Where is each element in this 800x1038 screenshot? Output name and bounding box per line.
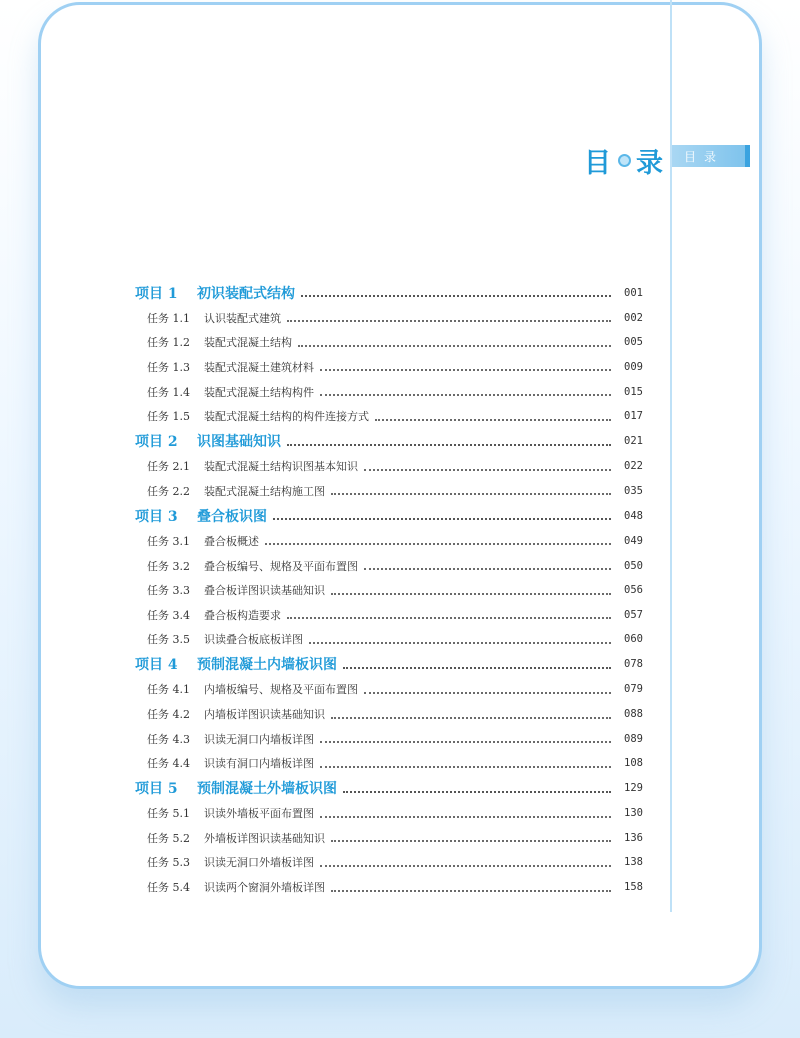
entry-page-number: 048 <box>624 509 643 522</box>
entry-page-number: 129 <box>624 782 643 795</box>
entry-number: 任务 1.3 <box>147 360 190 374</box>
entry-title: 识读叠合板底板详图 <box>204 633 303 647</box>
entry-page-number: 035 <box>624 484 643 497</box>
toc-heading-left: 目 <box>584 147 613 179</box>
entry-title: 识图基础知识 <box>197 434 281 451</box>
toc-task-entry[interactable] <box>135 801 643 826</box>
entry-title: 装配式混凝土结构施工图 <box>204 484 325 498</box>
dot-leader <box>331 839 611 842</box>
entry-title: 装配式混凝土建筑材料 <box>204 360 314 374</box>
entry-page-number: 009 <box>624 360 643 373</box>
entry-label <box>135 483 325 499</box>
toc-project-entry[interactable] <box>135 428 643 454</box>
dot-leader <box>320 740 611 743</box>
toc-task-entry[interactable] <box>135 826 643 851</box>
entry-page-number: 056 <box>624 584 643 597</box>
entry-label <box>135 731 314 747</box>
toc-task-entry[interactable] <box>135 454 643 479</box>
toc-task-entry[interactable] <box>135 404 643 429</box>
entry-number: 任务 1.2 <box>147 336 190 350</box>
toc-task-entry[interactable] <box>135 726 643 751</box>
entry-number: 任务 3.1 <box>147 534 190 548</box>
entry-page-number: 005 <box>624 336 643 349</box>
dot-leader <box>320 368 611 371</box>
toc-task-entry[interactable] <box>135 751 643 776</box>
dot-leader <box>273 517 611 520</box>
entry-title: 装配式混凝土结构 <box>204 336 292 350</box>
entry-page-number: 108 <box>624 757 643 770</box>
entry-label <box>135 879 325 895</box>
entry-number: 项目 1 <box>135 285 178 302</box>
entry-title: 预制混凝土内墙板识图 <box>197 657 337 674</box>
entry-title: 叠合板识图 <box>197 508 267 525</box>
toc-task-entry[interactable] <box>135 529 643 554</box>
entry-page-number: 088 <box>624 708 643 721</box>
dot-leader <box>364 691 611 694</box>
entry-number: 任务 2.2 <box>147 484 190 498</box>
entry-label <box>135 582 325 598</box>
entry-page-number: 001 <box>624 286 643 299</box>
heading-dot-icon <box>618 154 631 167</box>
entry-label <box>135 805 314 821</box>
entry-label <box>135 359 314 375</box>
dot-leader <box>265 542 611 545</box>
entry-title: 叠合板详图识读基础知识 <box>204 584 325 598</box>
dot-leader <box>298 344 611 347</box>
dot-leader <box>320 815 611 818</box>
toc-side-tab <box>672 145 750 167</box>
toc-task-entry[interactable] <box>135 355 643 380</box>
entry-number: 任务 3.5 <box>147 633 190 647</box>
entry-number: 项目 3 <box>135 508 178 525</box>
entry-number: 任务 1.1 <box>147 311 190 325</box>
entry-title: 内墙板详图识读基础知识 <box>204 708 325 722</box>
dot-leader <box>320 864 611 867</box>
margin-rule <box>670 0 672 912</box>
toc-task-entry[interactable] <box>135 702 643 727</box>
entry-title: 预制混凝土外墙板识图 <box>197 781 337 798</box>
entry-label <box>135 854 314 870</box>
toc-task-entry[interactable] <box>135 379 643 404</box>
entry-page-number: 017 <box>624 410 643 423</box>
dot-leader <box>343 790 611 793</box>
entry-number: 项目 2 <box>135 434 178 451</box>
entry-title: 装配式混凝土结构识图基本知识 <box>204 460 358 474</box>
entry-label <box>135 830 325 846</box>
entry-number: 项目 5 <box>135 781 178 798</box>
dot-leader <box>320 765 611 768</box>
toc-task-entry[interactable] <box>135 677 643 702</box>
entry-label <box>135 607 281 623</box>
toc-side-tab-label: 目录 <box>684 149 725 164</box>
entry-page-number: 138 <box>624 856 643 869</box>
entry-label <box>135 408 369 424</box>
toc-project-entry[interactable] <box>135 503 643 529</box>
dot-leader <box>287 319 611 322</box>
entry-label <box>135 283 295 303</box>
entry-page-number: 078 <box>624 658 643 671</box>
entry-title: 识读两个窗洞外墙板详图 <box>204 881 325 895</box>
entry-page-number: 089 <box>624 732 643 745</box>
toc-heading <box>584 143 665 177</box>
entry-page-number: 060 <box>624 633 643 646</box>
dot-leader <box>364 468 611 471</box>
entry-number: 任务 1.5 <box>147 410 190 424</box>
dot-leader <box>301 294 611 297</box>
entry-label <box>135 631 303 647</box>
entry-number: 任务 4.2 <box>147 708 190 722</box>
entry-title: 识读有洞口内墙板详图 <box>204 757 314 771</box>
dot-leader <box>331 592 611 595</box>
toc-task-entry[interactable] <box>135 330 643 355</box>
entry-page-number: 002 <box>624 311 643 324</box>
toc-project-entry[interactable] <box>135 776 643 802</box>
entry-page-number: 049 <box>624 534 643 547</box>
entry-number: 任务 4.4 <box>147 757 190 771</box>
entry-page-number: 015 <box>624 385 643 398</box>
entry-number: 任务 4.3 <box>147 732 190 746</box>
entry-page-number: 022 <box>624 460 643 473</box>
entry-title: 识读无洞口内墙板详图 <box>204 732 314 746</box>
entry-number: 任务 3.3 <box>147 584 190 598</box>
entry-label <box>135 654 337 674</box>
toc-task-entry[interactable] <box>135 627 643 652</box>
toc-task-entry[interactable] <box>135 578 643 603</box>
dot-leader <box>287 443 611 446</box>
entry-label <box>135 755 314 771</box>
toc-task-entry[interactable] <box>135 602 643 627</box>
entry-title: 外墙板详图识读基础知识 <box>204 831 325 845</box>
toc-task-entry[interactable] <box>135 875 643 900</box>
entry-title: 装配式混凝土结构构件 <box>204 385 314 399</box>
entry-number: 任务 3.2 <box>147 559 190 573</box>
toc-task-entry[interactable] <box>135 850 643 875</box>
toc-project-entry[interactable] <box>135 652 643 678</box>
toc-task-entry[interactable] <box>135 306 643 331</box>
entry-title: 初识装配式结构 <box>197 285 295 302</box>
toc-heading-right: 录 <box>636 147 665 179</box>
entry-number: 任务 1.4 <box>147 385 190 399</box>
toc-task-entry[interactable] <box>135 479 643 504</box>
entry-title: 认识装配式建筑 <box>204 311 281 325</box>
entry-label <box>135 334 292 350</box>
dot-leader <box>287 616 611 619</box>
entry-label <box>135 506 267 526</box>
entry-title: 叠合板概述 <box>204 534 259 548</box>
entry-number: 任务 5.1 <box>147 807 190 821</box>
entry-page-number: 158 <box>624 881 643 894</box>
entry-page-number: 057 <box>624 608 643 621</box>
entry-number: 项目 4 <box>135 657 178 674</box>
dot-leader <box>331 716 611 719</box>
dot-leader <box>309 641 611 644</box>
entry-page-number: 136 <box>624 831 643 844</box>
dot-leader <box>331 889 611 892</box>
entry-title: 识读无洞口外墙板详图 <box>204 856 314 870</box>
entry-number: 任务 5.3 <box>147 856 190 870</box>
dot-leader <box>320 393 611 396</box>
entry-label <box>135 310 281 326</box>
table-of-contents <box>135 280 643 899</box>
entry-label <box>135 558 358 574</box>
entry-title: 叠合板构造要求 <box>204 608 281 622</box>
entry-page-number: 021 <box>624 435 643 448</box>
dot-leader <box>343 666 611 669</box>
toc-task-entry[interactable] <box>135 553 643 578</box>
entry-page-number: 130 <box>624 807 643 820</box>
entry-number: 任务 3.4 <box>147 608 190 622</box>
entry-label <box>135 706 325 722</box>
entry-label <box>135 431 281 451</box>
toc-project-entry[interactable] <box>135 280 643 306</box>
entry-title: 装配式混凝土结构的构件连接方式 <box>204 410 369 424</box>
entry-label <box>135 533 259 549</box>
entry-number: 任务 4.1 <box>147 683 190 697</box>
entry-title: 识读外墙板平面布置图 <box>204 807 314 821</box>
entry-label <box>135 681 358 697</box>
entry-number: 任务 5.2 <box>147 831 190 845</box>
dot-leader <box>364 567 611 570</box>
entry-number: 任务 5.4 <box>147 881 190 895</box>
entry-label <box>135 458 358 474</box>
entry-title: 内墙板编号、规格及平面布置图 <box>204 683 358 697</box>
entry-number: 任务 2.1 <box>147 460 190 474</box>
dot-leader <box>331 492 611 495</box>
entry-page-number: 079 <box>624 683 643 696</box>
entry-label <box>135 384 314 400</box>
dot-leader <box>375 418 611 421</box>
entry-page-number: 050 <box>624 559 643 572</box>
entry-label <box>135 778 337 798</box>
entry-title: 叠合板编号、规格及平面布置图 <box>204 559 358 573</box>
